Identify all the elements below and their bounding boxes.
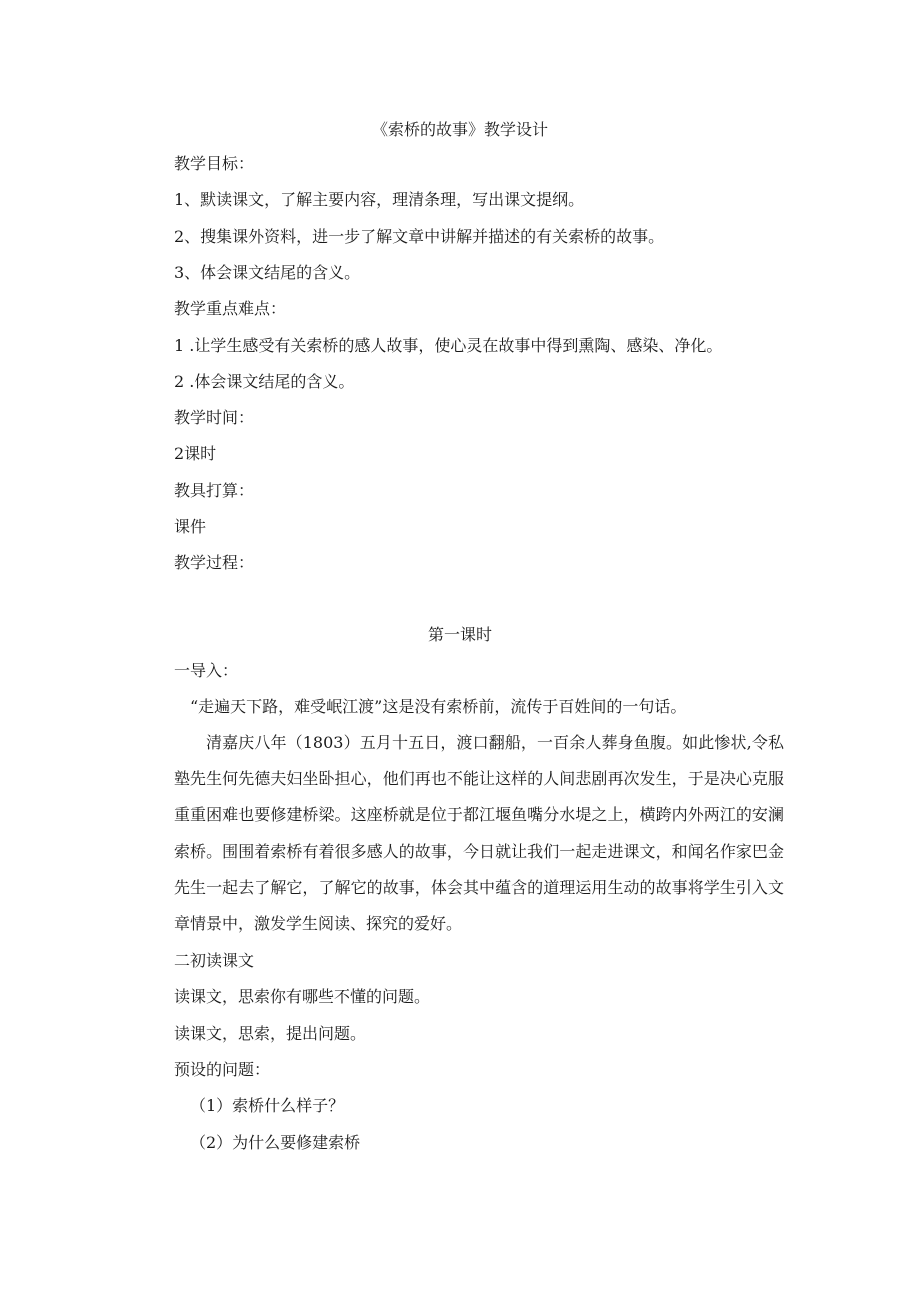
tools-value: 课件	[174, 517, 207, 536]
key-points-heading: 教学重点难点：	[174, 299, 287, 318]
goals-heading: 教学目标：	[174, 154, 255, 173]
goal-item: 3、体会课文结尾的含义。	[174, 263, 361, 282]
key-point-item: 2 .体会课文结尾的含义。	[174, 372, 355, 391]
tools-heading: 教具打算：	[174, 481, 255, 500]
question-item: （2）为什么要修建索桥	[190, 1133, 361, 1152]
story-paragraph: 清嘉庆八年（1803）五月十五日，渡口翻船，一百余人葬身鱼腹。如此惨状,令私塾先生何先德夫妇坐卧担心，他们再也不能让这样的人间悲剧再次发生，于是决心克服重重困难也要修建桥梁。这座桥就是位于都江堰鱼嘴分水堤之上，横跨内外两江的安澜索桥。围围着索桥有着很多感人的故事，今日就让我们一起走进课文，和闻名作家巴金先生一起去了解它，了解它的故事，体会其中蕴含的道理运用生动的故事将学生引入文章情景中，激发学生阅读、探究的爱好。	[174, 733, 784, 934]
document-title: 《索桥的故事》教学设计	[371, 120, 548, 139]
read-heading: 二初读课文	[174, 951, 255, 970]
intro-heading: 一导入：	[174, 661, 239, 680]
goal-item: 2、搜集课外资料，进一步了解文章中讲解并描述的有关索桥的故事。	[174, 227, 665, 246]
process-heading: 教学过程：	[174, 553, 255, 572]
lesson-title: 第一课时	[427, 625, 492, 644]
question-item: （1）索桥什么样子？	[190, 1096, 345, 1115]
key-point-item: 1 .让学生感受有关索桥的感人故事，使心灵在故事中得到熏陶、感染、净化。	[174, 336, 723, 355]
read-line: 读课文，思索，提出问题。	[174, 1024, 367, 1043]
goal-item: 1、默读课文，了解主要内容，理清条理，写出课文提纲。	[174, 190, 585, 209]
preset-heading: 预设的问题：	[174, 1060, 271, 1079]
quote-line: “走遍天下路，难受岷江渡”这是没有索桥前，流传于百姓间的一句话。	[190, 697, 687, 716]
read-line: 读课文，思索你有哪些不懂的问题。	[174, 987, 431, 1006]
time-value: 2课时	[174, 444, 217, 463]
time-heading: 教学时间：	[174, 408, 255, 427]
